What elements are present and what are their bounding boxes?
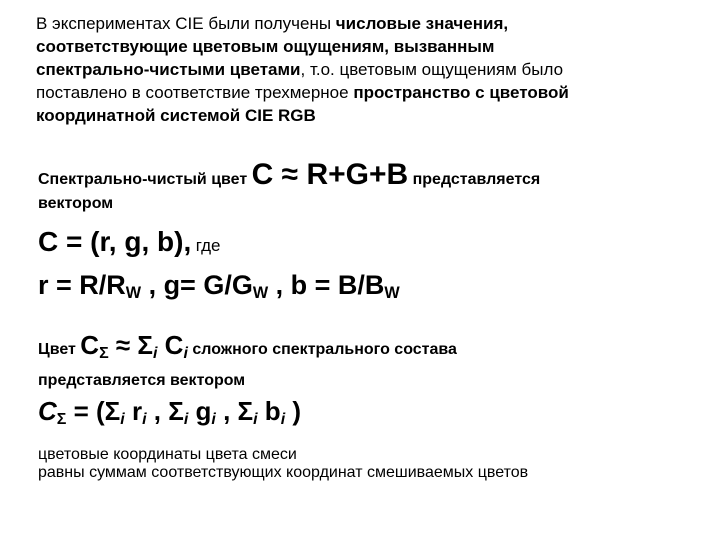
ratio-g: , g= G/G xyxy=(141,270,253,300)
intro-line-1 xyxy=(36,12,696,35)
sum-sep: , Σ xyxy=(146,396,184,426)
ratios-line xyxy=(38,270,400,301)
intro-bold-text: пространство с цветовой xyxy=(353,83,569,102)
note-line-1: цветовые координаты цвета смеси xyxy=(38,446,297,463)
complex-suffix: сложного спектрального состава xyxy=(187,341,457,358)
ratio-g-sub: W xyxy=(252,284,269,303)
complex-c: C xyxy=(80,330,100,360)
complex-color-line xyxy=(38,330,457,361)
sum-index: i xyxy=(253,411,258,428)
intro-line-5: координатной системой CIE RGB xyxy=(36,106,316,125)
ratio-b-sub: W xyxy=(384,284,400,303)
sum-b: b xyxy=(257,396,281,426)
intro-bold-text: числовые значения, xyxy=(335,14,509,33)
where-word: где xyxy=(195,236,221,255)
sum-sep: , Σ xyxy=(215,396,254,426)
vector-formula: C = (r, g, b), xyxy=(38,226,192,257)
sum-index: i xyxy=(280,411,286,428)
intro-bold-text: спектрально-чистыми цветами xyxy=(36,60,301,79)
complex-index: i xyxy=(153,345,158,362)
spectral-prefix: Спектрально-чистый цвет xyxy=(38,171,252,188)
intro-line-2: соответствующие цветовым ощущениям, вызванным xyxy=(36,37,495,56)
sum-sigma-sub: Σ xyxy=(56,411,67,428)
ratio-b: , b = B/B xyxy=(268,270,385,300)
complex-index: i xyxy=(183,345,188,362)
sum-index: i xyxy=(183,411,189,428)
spectral-line xyxy=(38,158,540,192)
complex-sigma-sub: Σ xyxy=(99,345,109,362)
complex-prefix: Цвет xyxy=(38,341,81,358)
sum-g: g xyxy=(188,396,212,426)
vector-formula-line xyxy=(38,226,221,258)
sum-index: i xyxy=(120,411,125,428)
sum-index: i xyxy=(142,411,147,428)
intro-line-4 xyxy=(36,81,696,104)
spectral-formula: C ≈ R+G+B xyxy=(251,158,409,191)
sum-close: ) xyxy=(285,396,302,426)
ratio-r-sub: W xyxy=(125,284,142,303)
sum-index: i xyxy=(211,411,216,428)
sum-r: r xyxy=(124,396,143,426)
ratio-r: r = R/R xyxy=(38,270,126,300)
intro-text: В экспериментах CIE были получены xyxy=(36,14,336,33)
note-line-2: равны суммам соответствующих координат смешиваемых цветов xyxy=(38,464,529,481)
complex-c2: C xyxy=(157,330,184,360)
sum-c: C xyxy=(38,396,57,426)
intro-line-3 xyxy=(36,58,696,81)
sum-vector-formula xyxy=(38,396,301,427)
intro-text: , т.о. цветовым ощущениям было xyxy=(300,60,564,79)
spectral-suffix: представляется xyxy=(408,171,541,188)
complex-line-2: представляется вектором xyxy=(38,372,246,389)
intro-paragraph xyxy=(36,12,696,127)
spectral-line-2: вектором xyxy=(38,195,114,212)
sum-eq: = (Σ xyxy=(66,396,121,426)
intro-text: поставлено в соответствие трехмерное xyxy=(36,83,354,102)
complex-approx: ≈ Σ xyxy=(108,330,153,360)
